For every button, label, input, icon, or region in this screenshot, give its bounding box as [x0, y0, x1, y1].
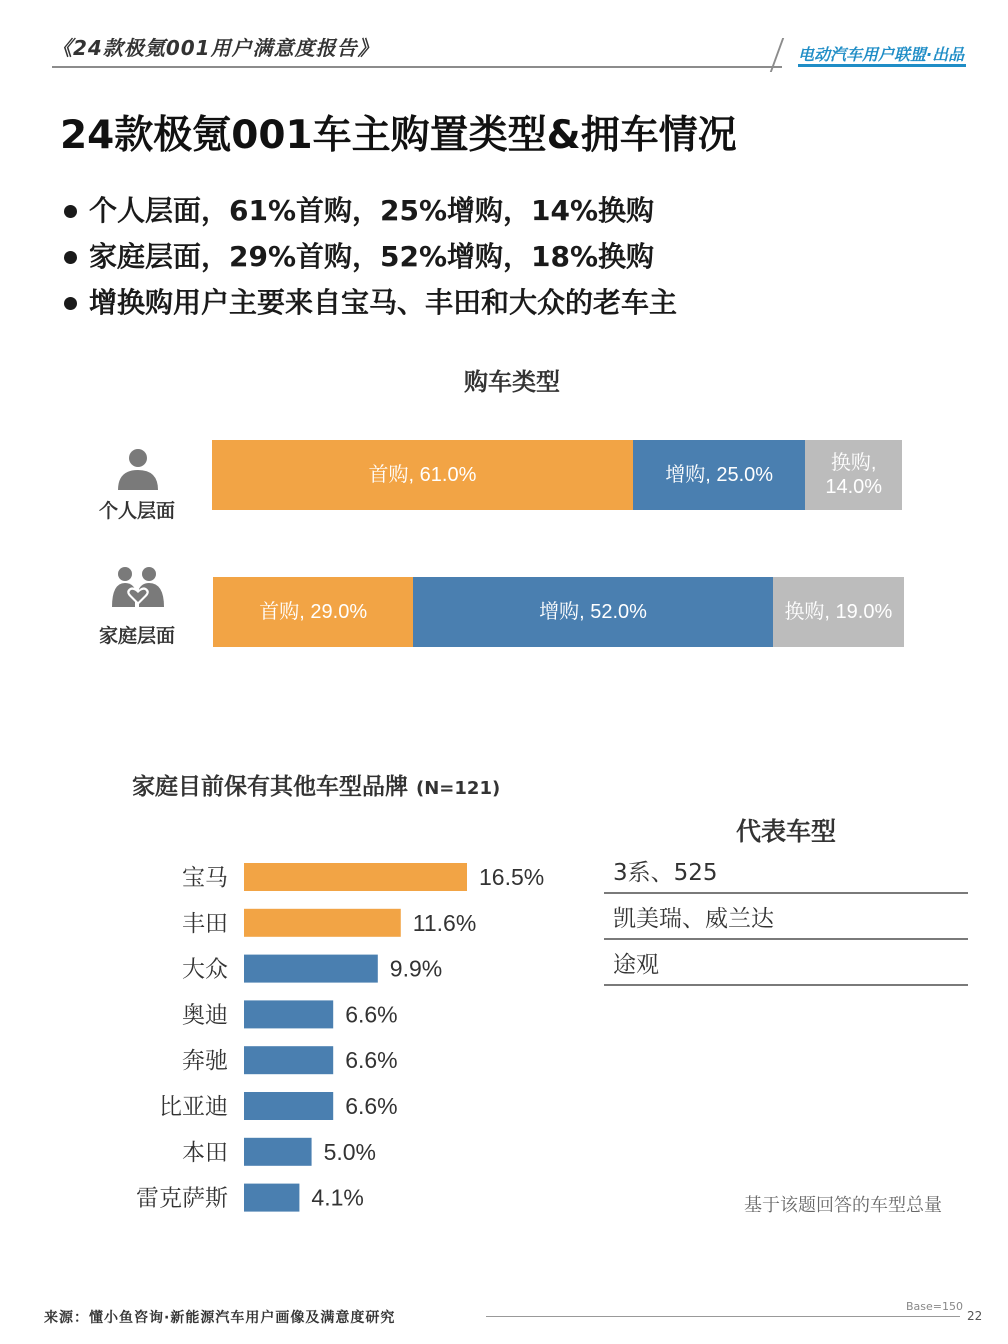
segment-label: 14.0% [825, 476, 883, 498]
bullet-text: 个人层面，61%首购，25%增购，14%换购 [89, 194, 655, 227]
bullet-text: 家庭层面，29%首购，52%增购，18%换购 [89, 240, 655, 273]
brand-category-label: 宝马 [182, 865, 228, 891]
brand-value-label: 11.6% [412, 909, 477, 936]
footer-divider [486, 1316, 960, 1317]
segment-label: 首购, 29.0% [259, 601, 368, 623]
brand-value-label: 6.6% [345, 1047, 398, 1074]
person-row-label: 个人层面 [98, 500, 175, 522]
person-add-purchase-segment [633, 440, 806, 510]
brand-value-label: 4.1% [311, 1184, 364, 1211]
segment-label: 换购, [830, 452, 877, 474]
brand-value-label: 5.0% [323, 1138, 377, 1165]
bullet-dot-icon [64, 251, 77, 264]
page-number: 22 [967, 1309, 983, 1323]
family-icon [112, 565, 164, 607]
brand-chart-sample-size: (N=121) [416, 778, 501, 799]
brand-category-label: 本田 [182, 1139, 228, 1166]
bullet-dot-icon [64, 297, 77, 310]
family-add-purchase-segment [413, 577, 772, 647]
segment-label: 增购, 52.0% [539, 601, 647, 623]
brand-bar [244, 1000, 333, 1028]
brand-value-label: 6.6% [345, 1001, 398, 1028]
family-stacked-bar [213, 577, 904, 647]
brand-category-label: 雷克萨斯 [136, 1185, 228, 1212]
brand-bar [244, 863, 467, 891]
brand-bar [244, 955, 378, 983]
representative-models-title: 代表车型 [735, 817, 836, 846]
representative-model-row: 3系、525 [604, 848, 968, 894]
footnote: 基于该题回答的车型总量 [744, 1195, 942, 1216]
person-replace-purchase-segment [805, 440, 902, 510]
brand-category-label: 丰田 [182, 910, 228, 937]
brand-bar [244, 909, 401, 937]
brand-value-label: 6.6% [345, 1093, 398, 1119]
segment-label: 换购, 19.0% [784, 601, 893, 623]
purchase-chart-title: 购车类型 [464, 368, 560, 396]
representative-model-row: 途观 [604, 940, 968, 986]
brand-bar [244, 1046, 333, 1074]
brand-chart-title [132, 768, 500, 801]
bullet-item [64, 188, 677, 234]
brand-value-label: 9.9% [389, 955, 443, 982]
representative-models-table [604, 848, 968, 986]
header-divider [52, 66, 782, 68]
person-first-purchase-segment [212, 440, 633, 510]
family-first-purchase-segment [213, 577, 413, 647]
bullet-text: 增换购用户主要来自宝马、丰田和大众的老车主 [89, 286, 678, 319]
publisher-underline [798, 64, 966, 67]
brand-category-label: 大众 [182, 956, 228, 983]
family-row-label: 家庭层面 [98, 625, 175, 647]
page-title: 24款极氪001车主购置类型&拥车情况 [60, 113, 737, 158]
brand-category-label: 比亚迪 [159, 1094, 228, 1120]
family-replace-purchase-segment [773, 577, 904, 647]
segment-label: 增购, 25.0% [665, 464, 774, 486]
segment-label: 首购, 61.0% [368, 464, 477, 486]
brand-bar [244, 1138, 312, 1166]
publisher-label: 电动汽车用户联盟·出品 [798, 45, 965, 64]
brand-category-label: 奥迪 [182, 1002, 228, 1029]
brand-bar-chart [0, 850, 600, 1220]
bullet-dot-icon [64, 205, 77, 218]
bullet-item [64, 234, 677, 280]
person-stacked-bar [212, 440, 902, 510]
bullet-list [64, 188, 677, 326]
brand-value-label: 16.5% [479, 864, 545, 890]
brand-chart-title-text: 家庭目前保有其他车型品牌 [132, 774, 408, 800]
person-icon [116, 448, 160, 490]
report-title: 《24款极氪001用户满意度报告》 [52, 36, 379, 60]
base-label: Base=150 [906, 1300, 963, 1313]
representative-model-row: 凯美瑞、威兰达 [604, 894, 968, 940]
brand-bar [244, 1092, 333, 1120]
brand-category-label: 奔驰 [182, 1048, 228, 1075]
brand-bar [244, 1184, 299, 1212]
source-label: 来源：懂小鱼咨询·新能源汽车用户画像及满意度研究 [44, 1310, 396, 1326]
bullet-item [64, 280, 677, 326]
